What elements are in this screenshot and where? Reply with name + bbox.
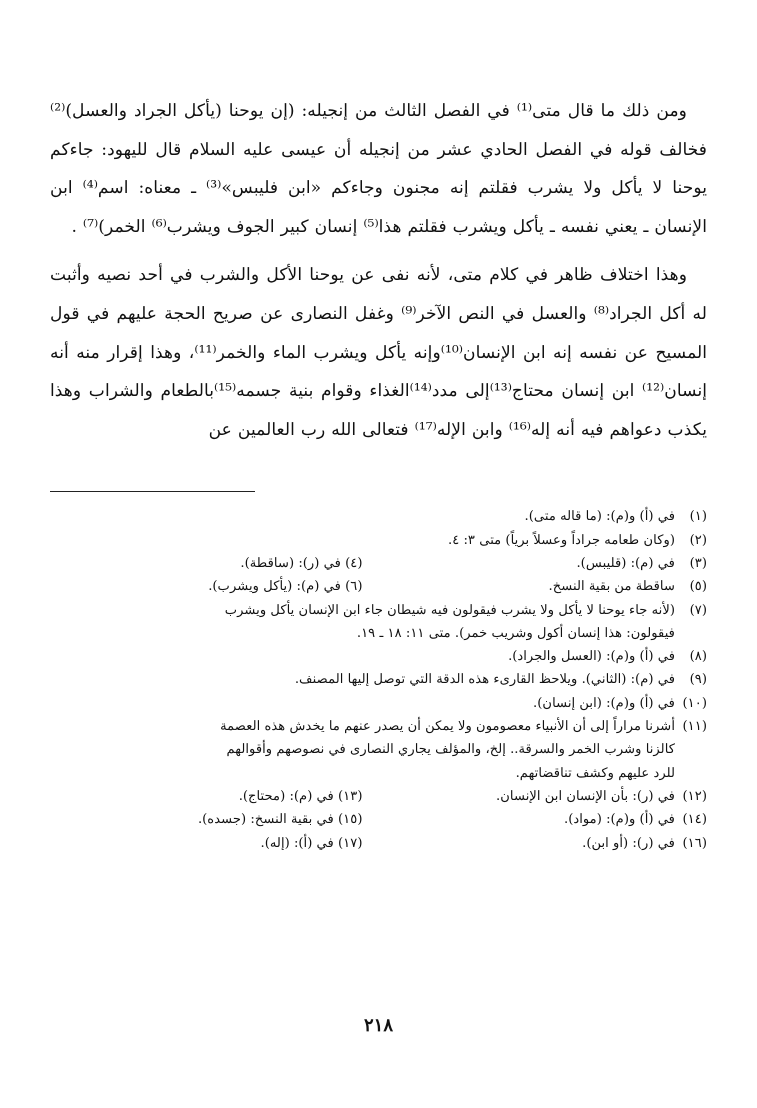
footnotes: [50, 505, 707, 854]
footnote-number: (١): [689, 509, 707, 525]
footnote-number: (١٢): [682, 788, 707, 804]
footnote-text: (وكان طعامه جراداً وعسلاً برياً) متى ٣: ٤.: [447, 532, 675, 548]
footnote-text: في (أ) و(م): (ما قاله متى).: [524, 509, 675, 525]
footnote-body: [50, 715, 675, 785]
footnote: [50, 599, 707, 646]
footnote-columns: [50, 808, 675, 831]
footnote-columns: [50, 832, 675, 855]
footnote-number: (١٦): [682, 835, 707, 851]
footnote-number: (٥): [689, 579, 707, 595]
footnote-text: في (ر): بأن الإنسان ابن الإنسان.: [496, 788, 675, 804]
footnote-text: في (أ) و(م): (العسل والجراد).: [508, 649, 675, 665]
footnote-text: (٦) في (م): (يأكل ويشرب).: [208, 579, 363, 595]
footnote-number: (١٠): [682, 695, 707, 711]
footnote-columns: [50, 575, 675, 598]
footnote: [50, 505, 707, 528]
page-number: ٢١٨: [363, 1015, 393, 1036]
footnote-number: (٩): [689, 672, 707, 688]
footnote-text: أشرنا مراراً إلى أن الأنبياء معصومون ولا يمكن أن يصدر عنهم ما يخدش هذه العصمة: [220, 719, 675, 735]
paragraph-2: وهذا اختلاف ظاهر في كلام متى، لأنه نفى عن يوحنا الأكل والشرب في أحد نصيه وأثبت له أكل الجراد⁽⁸⁾ والعسل في النص الآخر⁽⁹⁾ وغفل النصارى عن صريح الحجة عليهم في قول المسيح عن نفسه إنه ابن الإنسان⁽¹⁰⁾وإنه يأكل ويشرب الماء والخمر⁽¹¹⁾، وهذا إقرار منه أنه إنسان⁽¹²⁾ ابن إنسان محتاج⁽¹³⁾إلى مدد⁽¹⁴⁾الغذاء وقوام بنية جسمه⁽¹⁵⁾بالطعام والشراب وهذا يكذب دعواهم فيه أنه إله⁽¹⁶⁾ وابن الإله⁽¹⁷⁾ فتعالى الله رب العالمين عن: [50, 265, 708, 440]
footnote: [50, 692, 707, 715]
footnote-text: (١٧) في (أ): (إله).: [260, 835, 363, 851]
footnote: [50, 552, 707, 575]
footnote-number: (٣): [689, 555, 707, 571]
footnote-number: (١٤): [682, 812, 707, 828]
paragraph-1: ومن ذلك ما قال متى⁽¹⁾ في الفصل الثالث من إنجيله: (إن يوحنا (يأكل الجراد والعسل)⁽²⁾ فخالف قوله في الفصل الحادي عشر من إنجيله أن عيسى عليه السلام قال لليهود: جاءكم يوحنا لا يأكل ولا يشرب فقلتم إنه مجنون وجاءكم «ابن فليبس»⁽³⁾ ـ معناه: اسم⁽⁴⁾ ابن الإنسان ـ يعني نفسه ـ يأكل ويشرب فقلتم هذا⁽⁵⁾ إنسان كبير الجوف ويشرب⁽⁶⁾ الخمر)⁽⁷⁾ .: [50, 101, 707, 237]
footnote-divider: [50, 491, 255, 492]
footnote-text: (١٣) في (م): (محتاج).: [238, 788, 363, 804]
footnote: [50, 575, 707, 598]
footnote-text: في (م): (قليبس).: [576, 555, 675, 571]
footnote-columns: [50, 785, 675, 808]
footnote-text: في (م): (الثاني). ويلاحظ القارىء هذه الدقة التي توصل إليها المصنف.: [294, 672, 675, 688]
footnote: [50, 645, 707, 668]
footnote-number: (٢): [689, 532, 707, 548]
footnote-text: ساقطة من بقية النسخ.: [548, 579, 675, 595]
footnote-number: (٨): [689, 649, 707, 665]
footnote-text: في (أ) و(م): (ابن إنسان).: [533, 695, 675, 711]
footnote: [50, 715, 707, 785]
footnote-text: (لأنه جاء يوحنا لا يأكل ولا يشرب فيقولون فيه شيطان جاء ابن الإنسان يأكل ويشرب: [224, 602, 675, 618]
footnote: [50, 529, 707, 552]
footnote: [50, 808, 707, 831]
footnote-text: في (ر): (أو ابن).: [582, 835, 675, 851]
footnote-number: (٧): [689, 602, 707, 618]
main-text: [50, 92, 707, 449]
footnote-continuation: للرد عليهم وكشف تناقضاتهم.: [515, 765, 675, 781]
footnote-columns: [50, 552, 675, 575]
footnote-continuation: كالزنا وشرب الخمر والسرقة.. إلخ، والمؤلف يجاري النصارى في نصوصهم وأقوالهم: [226, 742, 675, 758]
footnote: [50, 832, 707, 855]
footnote: [50, 668, 707, 691]
footnote-text: في (أ) و(م): (مواد).: [564, 812, 675, 828]
footnote-continuation: فيقولون: هذا إنسان أكول وشريب خمر). متى ١١: ١٨ ـ ١٩.: [356, 625, 675, 641]
footnote-body: [50, 599, 675, 646]
footnote-number: (١١): [682, 719, 707, 735]
footnote-text: (٤) في (ر): (ساقطة).: [240, 555, 363, 571]
footnote: [50, 785, 707, 808]
footnote-text: (١٥) في بقية النسخ: (جسده).: [197, 812, 363, 828]
